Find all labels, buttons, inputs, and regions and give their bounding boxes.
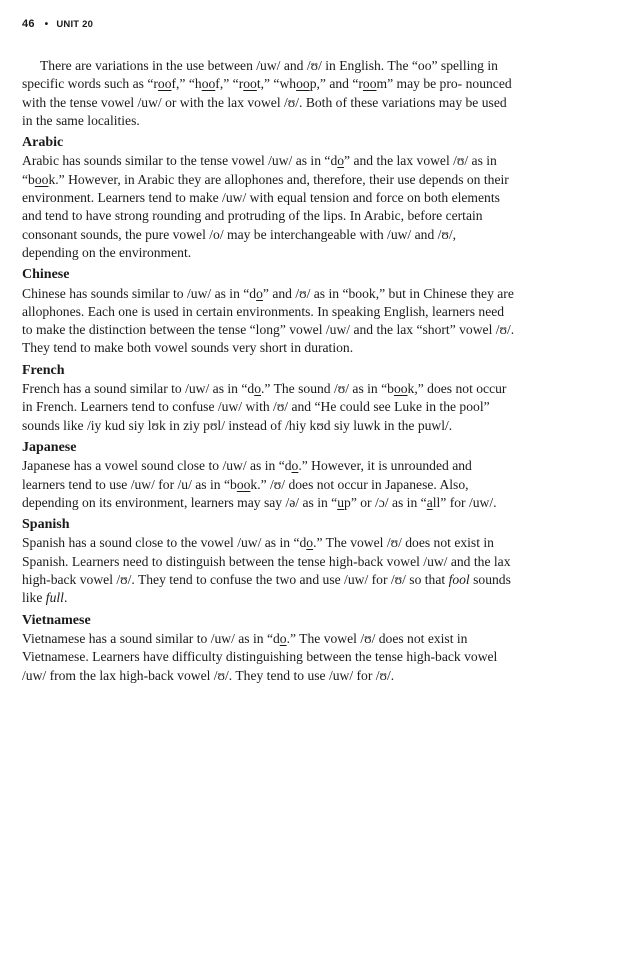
text-run: Japanese has a vowel sound close to /uw/ as in “d <box>22 458 292 474</box>
text-run: . <box>63 590 68 606</box>
text-run: k,” does not occur in French. Learners tend to confuse /uw/ with /ʊ/ and “He could see Luke in the pool” sounds like /iy kud siy lʊk in ziy pʊl/ instead of /hiy kʊd siy luwk in the puwl/. <box>22 381 507 433</box>
section-heading-chinese: Chinese <box>22 267 70 283</box>
text-run: French has a sound similar to /uw/ as in “d <box>22 381 255 397</box>
text-run: k.” /ʊ/ does not occur in Japanese. Also, depending on its environment, learners may say /ə/ as in “ <box>22 476 469 510</box>
section-heading-vietnamese: Vietnamese <box>22 612 91 628</box>
text-run: .” The vowel /ʊ/ does not exist in Vietnamese. Learners have difficulty distinguishing between the tense high-back vowel /uw/ from the lax high-back vowel /ʊ/. They tend to use /uw/ for /ʊ/. <box>22 630 498 683</box>
text-run: t,” “ <box>256 76 280 92</box>
section-body-spanish <box>22 534 515 607</box>
text-run: There are variations in the use between /uw/ and /ʊ/ in English. The “oo” spelling in specific words such as “ <box>22 58 498 92</box>
underlined-letters: o <box>291 458 299 474</box>
text-run: p,” and “ <box>309 76 359 92</box>
text-run: f,” “ <box>171 76 195 92</box>
section-heading-french: French <box>22 362 65 378</box>
underlined-letters: oo <box>34 171 49 187</box>
italic-word: full <box>45 590 64 606</box>
text-run: .” However, it is unrounded and learners tend to use /uw/ for /u/ as in “b <box>22 458 472 492</box>
underlined-letters: o <box>306 535 314 551</box>
separator-dot: • <box>44 19 49 30</box>
section-heading-spanish: Spanish <box>22 517 70 533</box>
text-run: Chinese has sounds similar to /uw/ as in “d <box>22 285 257 301</box>
text-run: h <box>194 76 202 92</box>
underlined-letters: oo <box>296 76 310 92</box>
text-run: ” and /ʊ/ as in “book,” but in Chinese they are allophones. Each one is used in certain environments. In speaking English, learners need to make the distinction between the tense “long” vowel /uw/ and the lax “short” vowel /ʊ/. They tend to make both vowel sounds very short in duration. <box>22 285 515 356</box>
underlined-letters: a <box>426 494 433 510</box>
text-run: r <box>358 76 363 92</box>
text-run: .” The vowel /ʊ/ does not exist in Spanish. Learners need to distinguish between the tense high-back vowel /uw/ and the lax high-back vowel /ʊ/. They tend to confuse the two and use /uw/ for /ʊ/ so that <box>22 535 511 588</box>
section-heading-arabic: Arabic <box>22 135 64 151</box>
underlined-letters: oo <box>243 76 257 92</box>
text-run: r <box>153 76 158 92</box>
italic-word: fool <box>448 572 470 588</box>
text-run: Vietnamese has a sound similar to /uw/ as in “d <box>22 630 280 646</box>
text-run: Arabic has sounds similar to the tense vowel /uw/ as in “d <box>22 153 338 169</box>
text-run: r <box>238 76 244 92</box>
text-run: .” The sound /ʊ/ as in “b <box>261 381 394 397</box>
underlined-letters: o <box>254 381 261 397</box>
underlined-letters: oo <box>157 76 172 92</box>
section-body-arabic <box>22 152 515 262</box>
underlined-letters: o <box>279 630 287 646</box>
running-head <box>22 18 93 30</box>
text-run: m” may be pro- <box>376 76 463 92</box>
underlined-letters: oo <box>393 381 408 397</box>
text-run: ll” for /uw/. <box>432 494 497 510</box>
text-run: wh <box>279 76 297 92</box>
section-body-french <box>22 380 515 435</box>
section-body-japanese <box>22 457 515 512</box>
underlined-letters: oo <box>201 76 216 92</box>
text-run: ” and the lax vowel /ʊ/ as in “b <box>22 153 497 187</box>
body-text <box>22 57 515 685</box>
underlined-letters: u <box>337 494 345 510</box>
intro-paragraph <box>22 57 515 130</box>
text-run: sounds like <box>22 572 511 606</box>
underlined-letters: o <box>337 153 345 169</box>
unit-label: UNIT 20 <box>56 19 94 30</box>
section-body-chinese <box>22 285 515 358</box>
text-run: k.” However, in Arabic they are allophones and, therefore, their use depends on their environment. Learners tend to make /uw/ with equal tension and force on both elements and tend to have strong rounding and protruding of the lips. In Arabic, before certain consonant sounds, the pure vowel /o/ may be interchangeable with /uw/ and /ʊ/, depending on the environment. <box>22 171 509 260</box>
page-number: 46 <box>22 18 35 30</box>
underlined-letters: o <box>256 285 263 301</box>
underlined-letters: oo <box>236 476 251 492</box>
underlined-letters: oo <box>362 76 377 92</box>
text-run: p” or /ɔ/ as in “ <box>344 494 427 510</box>
section-heading-japanese: Japanese <box>22 439 77 455</box>
text-run: f,” “ <box>215 76 239 92</box>
section-body-vietnamese <box>22 630 515 685</box>
text-run: Spanish has a sound close to the vowel /uw/ as in “d <box>22 535 307 551</box>
text-run: nounced with the tense vowel /uw/ or with the lax vowel /ʊ/. Both of these variations may be used in the same localities. <box>22 76 512 128</box>
